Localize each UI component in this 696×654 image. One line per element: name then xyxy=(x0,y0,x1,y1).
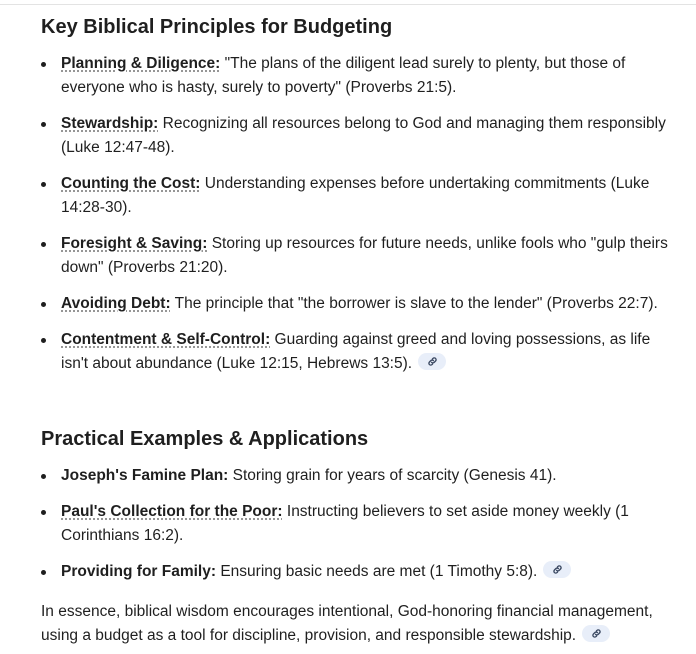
section-heading-examples: Practical Examples & Applications xyxy=(41,428,369,450)
item-text: Guarding against greed and loving possessions, as life isn't about abundance (Luke 12:15, Hebrews 13:5). xyxy=(61,331,651,372)
list-item xyxy=(41,464,681,488)
top-divider xyxy=(0,4,696,5)
term-link-counting-cost[interactable]: Counting the Cost: xyxy=(61,175,201,192)
summary-text: In essence, biblical wisdom encourages intentional, God-honoring financial management, using a budget as a tool for discipline, provision, and responsible stewardship. xyxy=(41,603,653,644)
link-icon xyxy=(427,356,438,367)
summary-paragraph xyxy=(41,600,681,648)
item-text: Ensuring basic needs are met (1 Timothy 5:8). xyxy=(216,563,538,580)
term-link-foresight[interactable]: Foresight & Saving: xyxy=(61,235,208,252)
term-link-avoiding-debt[interactable]: Avoiding Debt: xyxy=(61,295,171,312)
source-link-chip[interactable] xyxy=(582,625,610,642)
item-text: Recognizing all resources belong to God and managing them responsibly (Luke 12:47-48). xyxy=(61,115,666,156)
principles-list xyxy=(41,52,681,388)
item-text: "The plans of the diligent lead surely to plenty, but those of everyone who is hasty, surely to poverty" (Proverbs 21:5). xyxy=(61,55,626,96)
source-link-chip[interactable] xyxy=(418,353,446,370)
list-item xyxy=(41,232,681,280)
list-item xyxy=(41,172,681,220)
item-text: The principle that "the borrower is slave to the lender" (Proverbs 22:7). xyxy=(170,295,658,312)
list-item xyxy=(41,328,681,376)
term-joseph: Joseph's Famine Plan: xyxy=(61,467,229,484)
term-link-planning[interactable]: Planning & Diligence: xyxy=(61,55,221,72)
section-heading-principles: Key Biblical Principles for Budgeting xyxy=(41,16,393,38)
link-icon xyxy=(552,564,563,575)
link-icon xyxy=(591,628,602,639)
term-link-contentment[interactable]: Contentment & Self-Control: xyxy=(61,331,271,348)
list-item xyxy=(41,500,681,548)
examples-list xyxy=(41,464,681,596)
item-text: Understanding expenses before undertaking commitments (Luke 14:28-30). xyxy=(61,175,650,216)
list-item xyxy=(41,560,681,584)
list-item xyxy=(41,52,681,100)
item-text: Storing up resources for future needs, unlike fools who "gulp theirs down" (Proverbs 21:20). xyxy=(61,235,668,276)
term-link-paul-collection[interactable]: Paul's Collection for the Poor: xyxy=(61,503,283,520)
item-text: Instructing believers to set aside money weekly (1 Corinthians 16:2). xyxy=(61,503,629,544)
item-text: Storing grain for years of scarcity (Genesis 41). xyxy=(228,467,557,484)
term-link-stewardship[interactable]: Stewardship: xyxy=(61,115,159,132)
source-link-chip[interactable] xyxy=(543,561,571,578)
term-providing-family: Providing for Family: xyxy=(61,563,217,580)
list-item xyxy=(41,112,681,160)
list-item xyxy=(41,292,681,316)
